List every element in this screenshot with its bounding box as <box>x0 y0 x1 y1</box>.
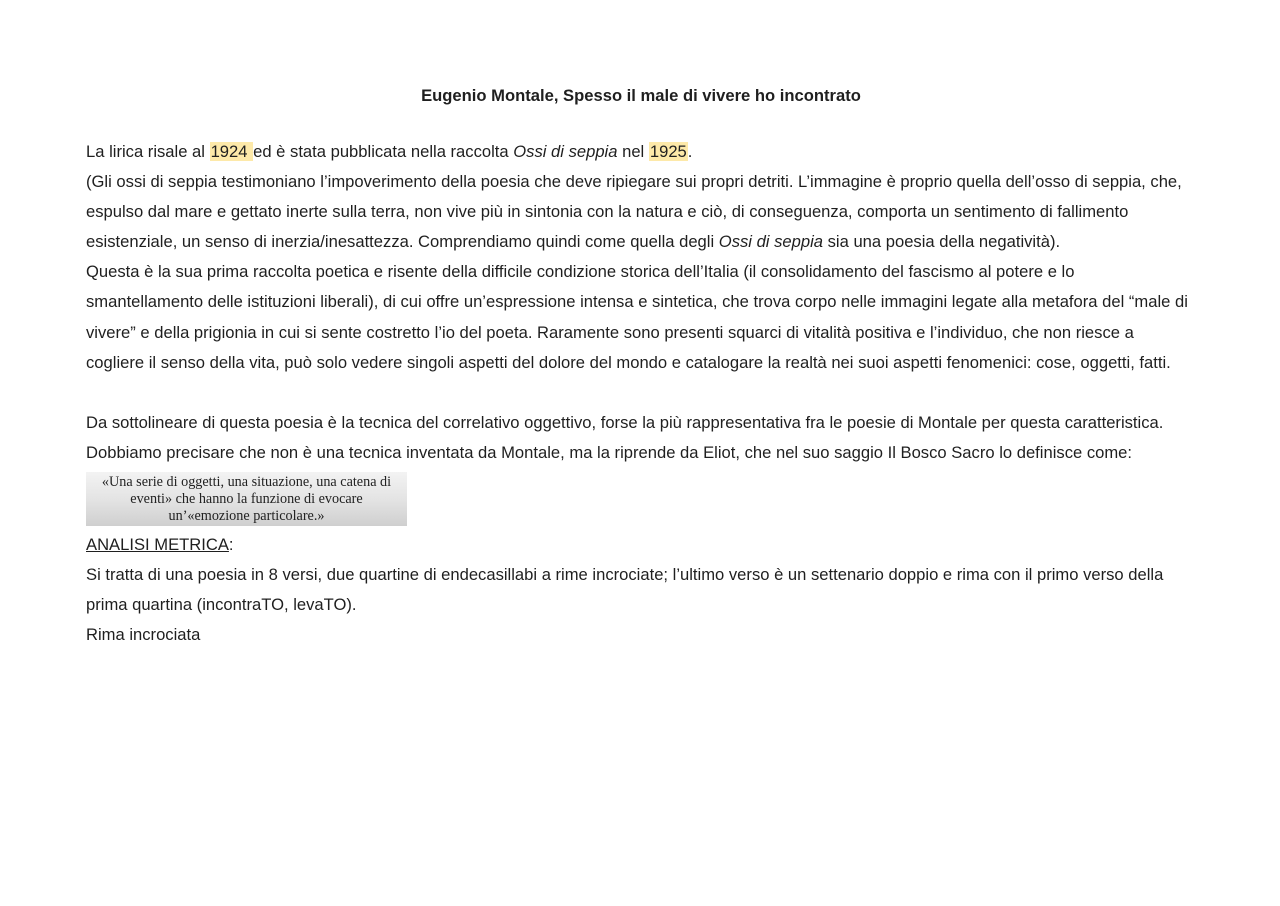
heading-suffix: : <box>228 535 234 555</box>
paragraph-correlativo: Da sottolineare di questa poesia è la tecnica del correlativo oggettivo, forse la più rappresentativa fra le poesie di Montale per questa caratteristica. Dobbiamo precisare che non è una tecnica inventata da Montale, ma la riprende da Eliot, che nel suo saggio Il Bosco Sacro lo definisce come: <box>86 412 1164 462</box>
highlight-year-1925: 1925 <box>649 142 687 161</box>
quote-line: un’«emozione particolare.» <box>168 508 325 525</box>
paragraph-metrica: Si tratta di una poesia in 8 versi, due quartine di endecasillabi a rime incrociate; l’ultimo verso è un settenario doppio e rima con il primo verso della prima quartina (incontraTO, levaTO). <box>86 565 1164 615</box>
quote-line: eventi» che hanno la funzione di evocare <box>130 491 363 508</box>
text-run: ed è stata pubblicata nella raccolta <box>253 142 514 161</box>
quote-line: «Una serie di oggetti, una situazione, una catena di <box>101 474 392 491</box>
document-page <box>86 84 1196 650</box>
highlight-year-1924: 1924 <box>210 142 253 161</box>
paragraph-rima: Rima incrociata <box>86 625 201 645</box>
heading-analisi-metrica <box>86 530 1196 560</box>
paragraph-ossi-di-seppia <box>86 167 1196 257</box>
blank-line <box>86 378 1196 408</box>
paragraph-context: Questa è la sua prima raccolta poetica e risente della difficile condizione storica dell’Italia (il consolidamento del fascismo al potere e lo smantellamento delle istituzioni liberali), di cui offre un’espressione intensa e sintetica, che trova corpo nelle immagini legate alla metafora del “male di vivere” e della prigionia in cui si sente costretto l’io del poeta. Raramente sono presenti squarci di vitalità positiva e l’individuo, che non riesce a cogliere il senso della vita, può solo vedere singoli aspetti del dolore del mondo e catalogare la realtà nei suoi aspetti fenomenici: cose, oggetti, fatti. <box>86 262 1188 372</box>
paragraph-dates <box>86 137 1196 167</box>
text-run: (Gli ossi di seppia testimoniano l’impoverimento della poesia che deve ripiegare sui propri detriti. L’immagine è proprio quella dell’osso di seppia, che, espulso dal mare e gettato inerte sulla terra, non vive più in sintonia con la natura e ciò, di conseguenza, comporta un sentimento di fallimento esistenziale, un senso di inerzia/inesattezza. Comprendiamo quindi come quella degli <box>86 172 1182 252</box>
text-run: . <box>687 142 693 161</box>
book-title-italic: Ossi di seppia <box>513 142 618 161</box>
section-heading: ANALISI METRICA <box>86 535 229 555</box>
document-title: Eugenio Montale, Spesso il male di vivere ho incontrato <box>421 86 861 105</box>
text-run: La lirica risale al <box>86 142 210 161</box>
text-run: sia una poesia della negatività). <box>823 232 1061 252</box>
book-title-italic: Ossi di seppia <box>718 232 824 252</box>
quote-image <box>86 472 407 526</box>
text-run: nel <box>617 142 649 161</box>
